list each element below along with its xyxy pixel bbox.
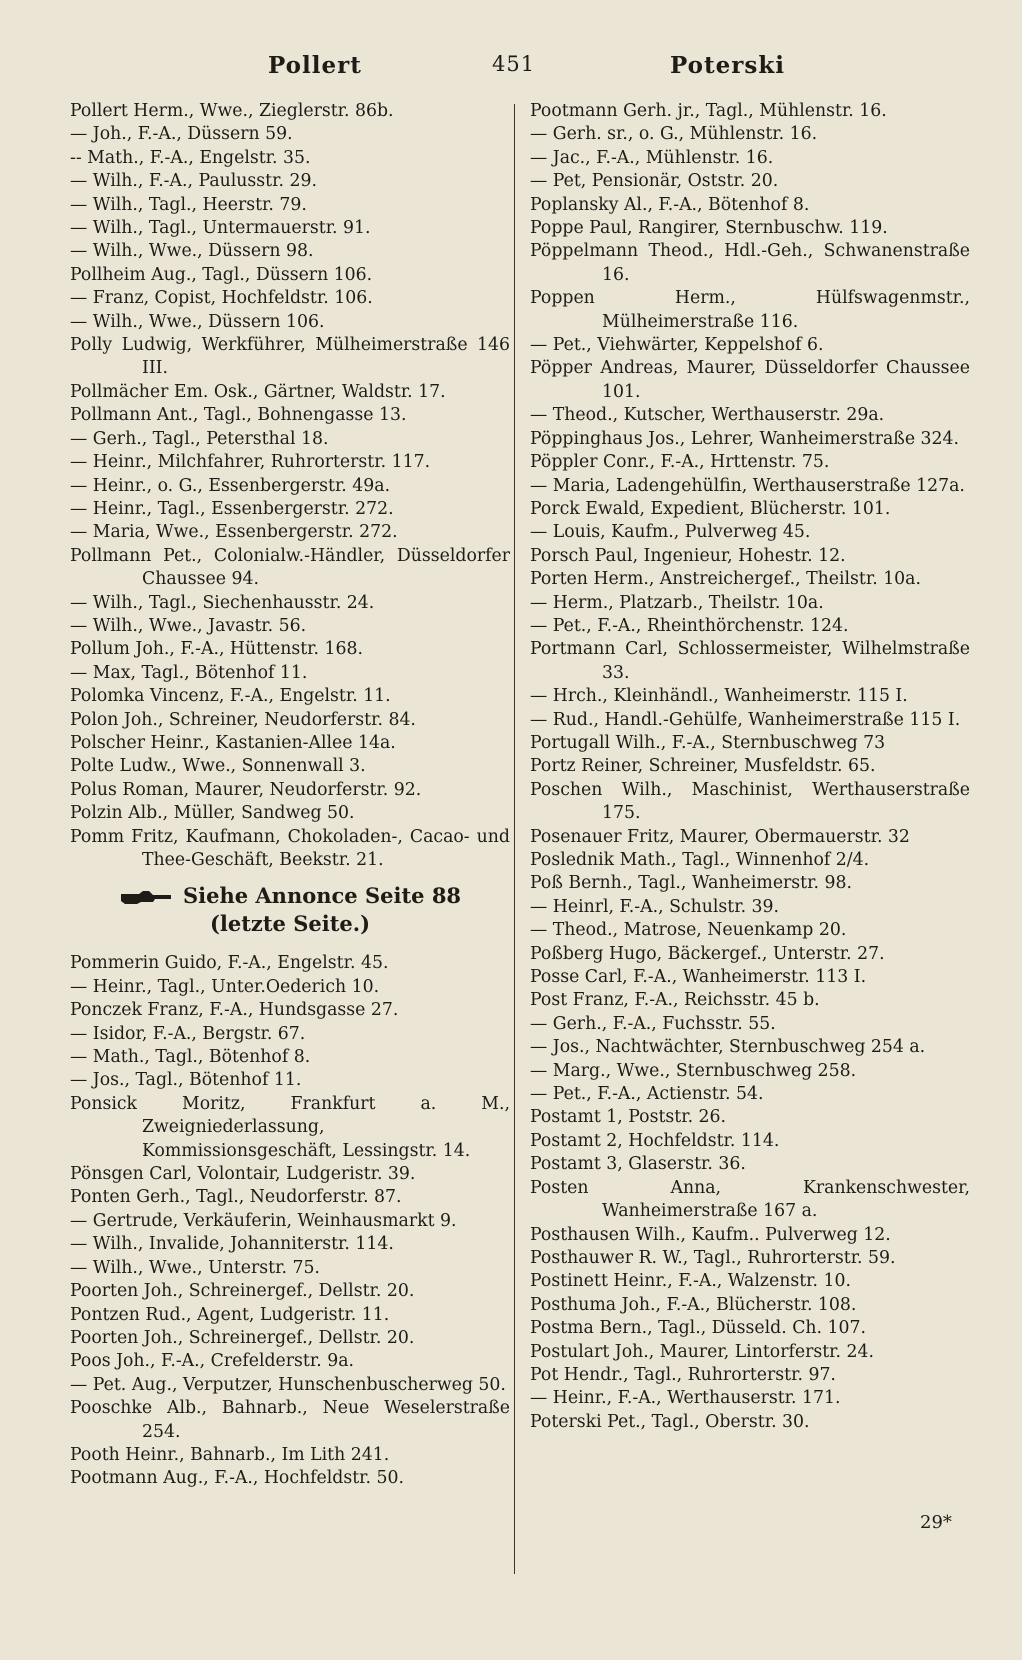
directory-entry: — Isidor, F.-A., Bergstr. 67.: [70, 1023, 306, 1044]
directory-entry: — Maria, Ladengehülfin, Werthauserstraße 127a.: [530, 475, 965, 496]
directory-entry: Poß Bernh., Tagl., Wanheimerstr. 98.: [530, 873, 852, 894]
directory-entry: — Louis, Kaufm., Pulverweg 45.: [530, 522, 811, 543]
directory-entry: — Wilh., Invalide, Johanniterstr. 114.: [70, 1234, 394, 1255]
directory-entry: — Wilh., Wwe., Javastr. 56.: [70, 615, 307, 636]
left-entries: [70, 100, 510, 872]
directory-entry: Ponsick Moritz, Frankfurt a. M., Zweigniederlassung, Kommissionsgeschäft, Lessingstr. 14.: [70, 1093, 510, 1161]
notice-text-1: Siehe Annonce Seite 88: [182, 883, 462, 909]
sheet-signature: 29*: [920, 1512, 952, 1533]
pointing-hand-icon: [119, 890, 173, 906]
directory-entry: Ponczek Franz, F.-A., Hundsgasse 27.: [70, 1000, 399, 1021]
directory-entry: Posenauer Fritz, Maurer, Obermauerstr. 32: [530, 826, 910, 847]
directory-entry: — Theod., Matrose, Neuenkamp 20.: [530, 920, 847, 941]
column-divider: [514, 104, 515, 1574]
page-number: 451: [492, 52, 536, 76]
right-column: [530, 100, 970, 1434]
directory-entry: — Wilh., Wwe., Unterstr. 75.: [70, 1257, 320, 1278]
directory-entry: Posse Carl, F.-A., Wanheimerstr. 113 I.: [530, 967, 867, 988]
directory-entry: Polscher Heinr., Kastanien-Allee 14a.: [70, 732, 396, 753]
directory-entry: Poorten Joh., Schreinergef., Dellstr. 20.: [70, 1327, 415, 1348]
directory-entry: Pontzen Rud., Agent, Ludgeristr. 11.: [70, 1304, 390, 1325]
directory-entry: — Gerh. sr., o. G., Mühlenstr. 16.: [530, 124, 818, 145]
directory-entry: — Joh., F.-A., Düssern 59.: [70, 124, 293, 145]
directory-entry: — Maria, Wwe., Essenbergerstr. 272.: [70, 522, 398, 543]
directory-entry: — Marg., Wwe., Sternbuschweg 258.: [530, 1060, 857, 1081]
directory-entry: Post Franz, F.-A., Reichsstr. 45 b.: [530, 990, 820, 1011]
directory-entry: — Wilh., F.-A., Paulusstr. 29.: [70, 171, 317, 192]
directory-entry: — Wilh., Tagl., Heerstr. 79.: [70, 194, 307, 215]
directory-entry: Posthausen Wilh., Kaufm.. Pulverweg 12.: [530, 1224, 891, 1245]
directory-entry: — Max, Tagl., Bötenhof 11.: [70, 662, 308, 683]
directory-entry: — Gerh., Tagl., Petersthal 18.: [70, 428, 329, 449]
directory-entry: Portmann Carl, Schlossermeister, Wilhelmstraße 33.: [530, 639, 970, 683]
directory-entry: Posten Anna, Krankenschwester, Wanheimerstraße 167 a.: [530, 1177, 970, 1222]
directory-entry: Postma Bern., Tagl., Düsseld. Ch. 107.: [530, 1318, 867, 1339]
directory-entry: Pooth Heinr., Bahnarb., Im Lith 241.: [70, 1444, 390, 1465]
directory-entry: Polon Joh., Schreiner, Neudorferstr. 84.: [70, 709, 416, 730]
directory-entry: — Heinr., F.-A., Werthauserstr. 171.: [530, 1388, 841, 1409]
directory-entry: — Jos., Tagl., Bötenhof 11.: [70, 1070, 302, 1091]
directory-entry: Poppe Paul, Rangirer, Sternbuschw. 119.: [530, 218, 888, 239]
directory-entry: Pollert Herm., Wwe., Zieglerstr. 86b.: [70, 101, 394, 121]
directory-entry: Pot Hendr., Tagl., Ruhrorterstr. 97.: [530, 1364, 836, 1385]
directory-entry: Polly Ludwig, Werkführer, Mülheimerstraße 146 III.: [70, 335, 510, 379]
directory-entry: Poschen Wilh., Maschinist, Werthauserstraße 175.: [530, 779, 970, 824]
directory-entry: Poos Joh., F.-A., Crefelderstr. 9a.: [70, 1351, 354, 1372]
directory-entry: Pollheim Aug., Tagl., Düssern 106.: [70, 264, 373, 285]
directory-entry: Postulart Joh., Maurer, Lintorferstr. 24.: [530, 1341, 874, 1362]
directory-entry: Pollmann Ant., Tagl., Bohnengasse 13.: [70, 405, 407, 426]
directory-entry: Pollum Joh., F.-A., Hüttenstr. 168.: [70, 639, 364, 660]
directory-entry: — Wilh., Tagl., Siechenhausstr. 24.: [70, 592, 375, 613]
directory-entry: Pollmann Pet., Colonialw.-Händler, Düsseldorfer Chaussee 94.: [70, 545, 510, 590]
directory-entry: Pollmächer Em. Osk., Gärtner, Waldstr. 17.: [70, 381, 446, 402]
directory-entry: Porten Herm., Anstreichergef., Theilstr. 10a.: [530, 569, 921, 590]
directory-entry: — Pet. Aug., Verputzer, Hunschenbuscherweg 50.: [70, 1374, 506, 1395]
directory-entry: — Pet, Pensionär, Oststr. 20.: [530, 171, 779, 192]
notice-text-2: (letzte Seite.): [209, 911, 371, 937]
directory-entry: — Heinr., Milchfahrer, Ruhrorterstr. 117.: [70, 452, 431, 473]
directory-entry: — Math., Tagl., Bötenhof 8.: [70, 1047, 311, 1068]
directory-entry: Pooschke Alb., Bahnarb., Neue Weselerstraße 254.: [70, 1398, 510, 1442]
directory-entry: Poppen Herm., Hülfswagenmstr., Mülheimerstraße 116.: [530, 288, 970, 332]
directory-entry: Pönsgen Carl, Volontair, Ludgeristr. 39.: [70, 1164, 416, 1185]
directory-entry: — Jos., Nachtwächter, Sternbuschweg 254 a.: [530, 1037, 926, 1058]
directory-entry: — Heinr., o. G., Essenbergerstr. 49a.: [70, 475, 391, 496]
directory-entry: — Pet., Viehwärter, Keppelshof 6.: [530, 335, 824, 356]
directory-entry: Polomka Vincenz, F.-A., Engelstr. 11.: [70, 686, 391, 707]
directory-entry: — Franz, Copist, Hochfeldstr. 106.: [70, 288, 373, 309]
directory-entry: Poterski Pet., Tagl., Oberstr. 30.: [530, 1411, 810, 1432]
directory-entry: — Wilh., Wwe., Düssern 98.: [70, 241, 314, 262]
directory-entry: — Heinrl, F.-A., Schulstr. 39.: [530, 896, 780, 917]
directory-entry: Postinett Heinr., F.-A., Walzenstr. 10.: [530, 1271, 851, 1292]
running-head-left: Pollert: [268, 52, 362, 79]
running-head-right: Poterski: [670, 52, 786, 79]
directory-entry: Pomm Fritz, Kaufmann, Chokoladen-, Cacao- und Thee-Geschäft, Beekstr. 21.: [70, 826, 510, 870]
directory-entry: Poplansky Al., F.-A., Bötenhof 8.: [530, 194, 810, 215]
directory-entry: — Jac., F.-A., Mühlenstr. 16.: [530, 147, 774, 168]
directory-entry: — Rud., Handl.-Gehülfe, Wanheimerstraße 115 I.: [530, 709, 961, 730]
directory-entry: Pöppinghaus Jos., Lehrer, Wanheimerstraße 324.: [530, 428, 960, 449]
directory-entry: — Heinr., Tagl., Essenbergerstr. 272.: [70, 498, 394, 519]
directory-entry: Postamt 3, Glaserstr. 36.: [530, 1154, 746, 1175]
directory-entry: Polzin Alb., Müller, Sandweg 50.: [70, 803, 355, 824]
directory-entry: Pommerin Guido, F.-A., Engelstr. 45.: [70, 953, 389, 974]
directory-entry: Polte Ludw., Wwe., Sonnenwall 3.: [70, 756, 366, 777]
directory-entry: — Wilh., Tagl., Untermauerstr. 91.: [70, 218, 371, 239]
directory-entry: Postamt 2, Hochfeldstr. 114.: [530, 1130, 780, 1151]
right-entries: [530, 100, 970, 1434]
left-column: [70, 100, 510, 1491]
directory-entry: Portugall Wilh., F.-A., Sternbuschweg 73: [530, 732, 886, 753]
directory-entry: — Gertrude, Verkäuferin, Weinhausmarkt 9.: [70, 1210, 457, 1231]
directory-entry: — Hrch., Kleinhändl., Wanheimerstr. 115 I.: [530, 686, 908, 707]
directory-entry: -- Math., F.-A., Engelstr. 35.: [70, 147, 311, 168]
directory-entry: Polus Roman, Maurer, Neudorferstr. 92.: [70, 779, 422, 800]
directory-entry: Poslednik Math., Tagl., Winnenhof 2/4.: [530, 850, 870, 870]
left-entries-after: [70, 952, 510, 1490]
directory-entry: Pöpper Andreas, Maurer, Düsseldorfer Chaussee 101.: [530, 358, 970, 402]
directory-entry: Posthauwer R. W., Tagl., Ruhrorterstr. 59.: [530, 1247, 896, 1268]
directory-entry: Porck Ewald, Expedient, Blücherstr. 101.: [530, 498, 891, 519]
annonce-notice: [70, 882, 510, 938]
directory-entry: Ponten Gerh., Tagl., Neudorferstr. 87.: [70, 1187, 402, 1208]
directory-entry: — Pet., F.-A., Actienstr. 54.: [530, 1084, 764, 1105]
notice-line-1: [70, 882, 510, 910]
directory-entry: — Herm., Platzarb., Theilstr. 10a.: [530, 592, 824, 613]
directory-entry: Portz Reiner, Schreiner, Musfeldstr. 65.: [530, 756, 876, 777]
directory-entry: — Pet., F.-A., Rheinthörchenstr. 124.: [530, 615, 849, 636]
directory-entry: Pöppelmann Theod., Hdl.-Geh., Schwanenstraße 16.: [530, 241, 970, 285]
directory-entry: — Heinr., Tagl., Unter.Oederich 10.: [70, 976, 380, 997]
directory-entry: Pootmann Aug., F.-A., Hochfeldstr. 50.: [70, 1468, 405, 1489]
directory-entry: Porsch Paul, Ingenieur, Hohestr. 12.: [530, 545, 846, 566]
directory-entry: Pöppler Conr., F.-A., Hrttenstr. 75.: [530, 452, 830, 473]
directory-entry: Pootmann Gerh. jr., Tagl., Mühlenstr. 16.: [530, 101, 887, 121]
directory-entry: — Wilh., Wwe., Düssern 106.: [70, 311, 325, 332]
directory-entry: Poorten Joh., Schreinergef., Dellstr. 20.: [70, 1281, 415, 1302]
directory-entry: Postamt 1, Poststr. 26.: [530, 1107, 727, 1128]
directory-entry: Poßberg Hugo, Bäckergef., Unterstr. 27.: [530, 943, 885, 964]
directory-entry: Posthuma Joh., F.-A., Blücherstr. 108.: [530, 1294, 857, 1315]
directory-entry: — Theod., Kutscher, Werthauserstr. 29a.: [530, 405, 885, 426]
directory-entry: — Gerh., F.-A., Fuchsstr. 55.: [530, 1013, 776, 1034]
